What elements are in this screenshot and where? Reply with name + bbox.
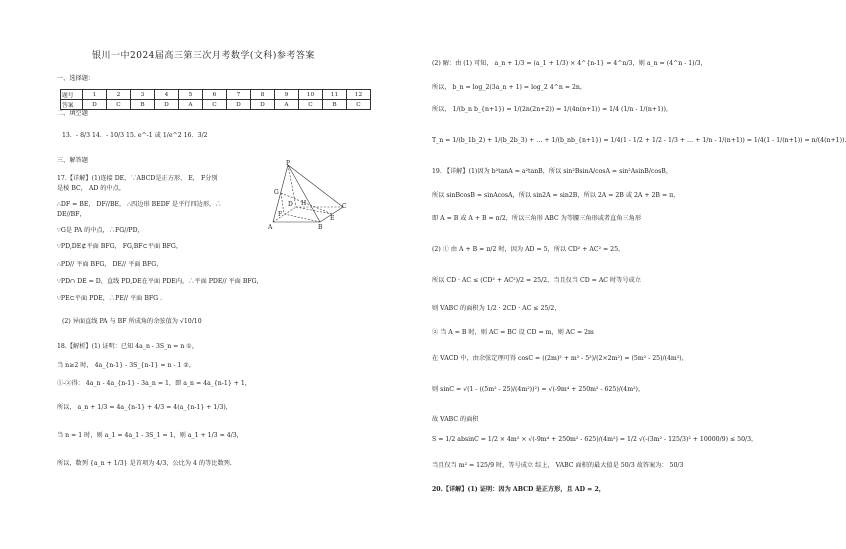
r-line: 所以， 1/(b_n b_{n+1}) = 1/(2n(2n+2)) = 1/(4n(n+1)) = 1/4 (1/n - 1/(n+1))， [432, 106, 673, 113]
table-cell: 答案 [61, 100, 83, 110]
r-line: 则 sinC = √(1 - ((5m² - 25)/(4m²))²) = √(-9m⁴ + 250m² - 625)/(4m²)， [432, 386, 645, 393]
table-cell: 2 [107, 90, 131, 100]
section-solutions: 三、解答题 [57, 157, 88, 164]
q18-line: 所以，数列 {a_n + 1/3} 是首项为 4/3，公比为 4 的等比数列. [57, 460, 232, 467]
q18-line: 当 n = 1 时，则 a_1 = 4a_1 - 3S_1 = 1，则 a_1 + 1/3 = 4/3， [57, 432, 243, 439]
pyramid-figure [268, 162, 348, 232]
r-line: ② 当 A = B 时，则 AC = BC 设 CD = m，则 AC = 2m [432, 329, 594, 336]
label-c: C [342, 203, 347, 210]
table-cell: A [179, 100, 203, 110]
table-cell: D [155, 100, 179, 110]
label-a: A [268, 224, 273, 231]
fill-answers: 13．- 8/3 14．- 10/3 15. e^-1 或 1/e^2 16．3/2 [62, 132, 208, 139]
table-cell: 1 [83, 90, 107, 100]
q17-line: 是棱 BC， AD 的中点， [57, 185, 126, 192]
table-cell: 8 [251, 90, 275, 100]
table-cell: C [347, 100, 371, 110]
r-line: 所以 sinBcosB = sinAcosA，所以 sin2A = sin2B，所以 2A = 2B 或 2A + 2B = π， [432, 192, 680, 199]
label-e: E [330, 215, 335, 222]
section-fill-in: 二、填空题 [57, 110, 88, 117]
table-row-answers [61, 100, 371, 110]
label-g: G [274, 189, 279, 196]
r-line: 所以 CD · AC ≤ (CD² + AC²)/2 = 25/2，当且仅当 CD = AC 时等号成立 [432, 277, 641, 284]
q17-line: ∵PD,DE⊄平面 BFG， FG,BF⊂平面 BFG， [57, 243, 183, 250]
q18-line: 18.【解析】(1) 证明：已知 4a_n - 3S_n = n ①， [57, 343, 199, 350]
page-title: 银川一中2024届高三第三次月考数学(文科)参考答案 [92, 51, 315, 61]
r-line: 即 A = B 或 A + B = π/2，所以三角形 ABC 为等腰三角形或者直角三角形 [432, 215, 642, 222]
r-line: S = 1/2 absinC = 1/2 × 4m² × √(-9m⁴ + 250m² - 625)/(4m²) = 1/2 √(-(3m² - 125/3)² + 10000/9) ≤ 50/3， [432, 436, 758, 443]
q17-line: ∵PE⊂平面 PDE，∴PE// 平面 BFG . [57, 295, 163, 302]
table-cell: 9 [275, 90, 299, 100]
r-line: 19. 【详解】(1)因为 b²tanA = a²tanB，所以 sin²BsinA/cosA = sin²AsinB/cosB， [432, 168, 673, 175]
table-cell: D [251, 100, 275, 110]
label-f: F [278, 211, 283, 218]
table-cell: 6 [203, 90, 227, 100]
table-cell: A [275, 100, 299, 110]
table-cell: B [131, 100, 155, 110]
table-cell: 10 [299, 90, 323, 100]
q17-line: 17.【详解】(1)连接 DE，∵ABCD是正方形， E， F分别 [57, 175, 218, 182]
table-cell: 11 [323, 90, 347, 100]
table-cell: 3 [131, 90, 155, 100]
r-line: 故 VABC 的面积 [432, 416, 479, 423]
q18-line: ①-②得： 4a_n - 4a_{n-1} - 3a_n = 1，即 a_n = 4a_{n-1} + 1， [57, 380, 251, 387]
table-cell: 7 [227, 90, 251, 100]
table-row-header [61, 90, 371, 100]
q17-part2: (2) 异面直线 PA 与 BF 所成角的余弦值为 √10/10 [62, 318, 202, 325]
table-cell: 题号 [61, 90, 83, 100]
r-line: 当且仅当 m² = 125/9 时，等号成立 综上， VABC 面积的最大值是 50/3 故答案为： 50/3 [432, 462, 684, 469]
label-h: H [301, 200, 307, 207]
table-cell: C [107, 100, 131, 110]
q17-line: ∵G是 PA 的中点，∴FG//PD， [57, 227, 144, 234]
label-b: B [318, 224, 323, 231]
q17-line: DE//BF， [57, 211, 86, 218]
r-line: (2) ① 由 A + B = π/2 时，因为 AD = 5，所以 CD² + AC² = 25， [432, 246, 625, 253]
section-multiple-choice: 一、选择题： [57, 75, 95, 82]
r-line: 所以， b_n = log_2(3a_n + 1) = log_2 4^n = 2n， [432, 84, 587, 91]
label-d: D [288, 201, 293, 208]
r-line: 则 VABC 的面积为 1/2 · 2CD · AC ≤ 25/2， [432, 305, 561, 312]
table-cell: D [83, 100, 107, 110]
q17-line: ∴PD// 平面 BFG， DE// 平面 BFG， [57, 261, 163, 268]
table-cell: C [203, 100, 227, 110]
label-p: P [286, 160, 291, 167]
table-cell: 5 [179, 90, 203, 100]
table-cell: 4 [155, 90, 179, 100]
r-line: T_n = 1/(b_1b_2) + 1/(b_2b_3) + … + 1/(b_nb_{n+1}) = 1/4(1 - 1/2 + 1/2 - 1/3 + … + 1/n - 1/(n+1)) = 1/4(1 - 1/(n+1)) = n/(4(n+1)). [432, 137, 846, 144]
table-cell: 12 [347, 90, 371, 100]
answer-table [60, 89, 371, 110]
q17-line: ∵PD∩ DE = D，直线 PD,DE在平面 PDE内，∴平面 PDE// 平面 BFG， [57, 278, 263, 285]
table-cell: D [227, 100, 251, 110]
q18-line: 所以， a_n + 1/3 = 4a_{n-1} + 4/3 = 4(a_{n-1} + 1/3)， [57, 404, 232, 411]
r-line-q20: 20.【详解】(1) 证明：因为 ABCD 是正方形，且 AD = 2， [432, 486, 605, 493]
r-line: 在 VACD 中，由余弦定理可得 cosC = ((2m)² + m² - 5²)/(2×2m²) = (5m² - 25)/(4m²)， [432, 355, 688, 362]
table-cell: C [299, 100, 323, 110]
q18-line: 当 n≥2 时， 4a_{n-1} - 3S_{n-1} = n - 1 ②， [57, 362, 196, 369]
table-cell: B [323, 100, 347, 110]
q17-line: ∴DF = BE， DF//BE， ∴四边形 BEDF 是平行四边形，∴ [57, 201, 222, 208]
r-line: (2) 解：由 (1) 可知， a_n + 1/3 = (a_1 + 1/3) × 4^{n-1} = 4^n/3，则 a_n = (4^n - 1)/3， [432, 60, 707, 67]
